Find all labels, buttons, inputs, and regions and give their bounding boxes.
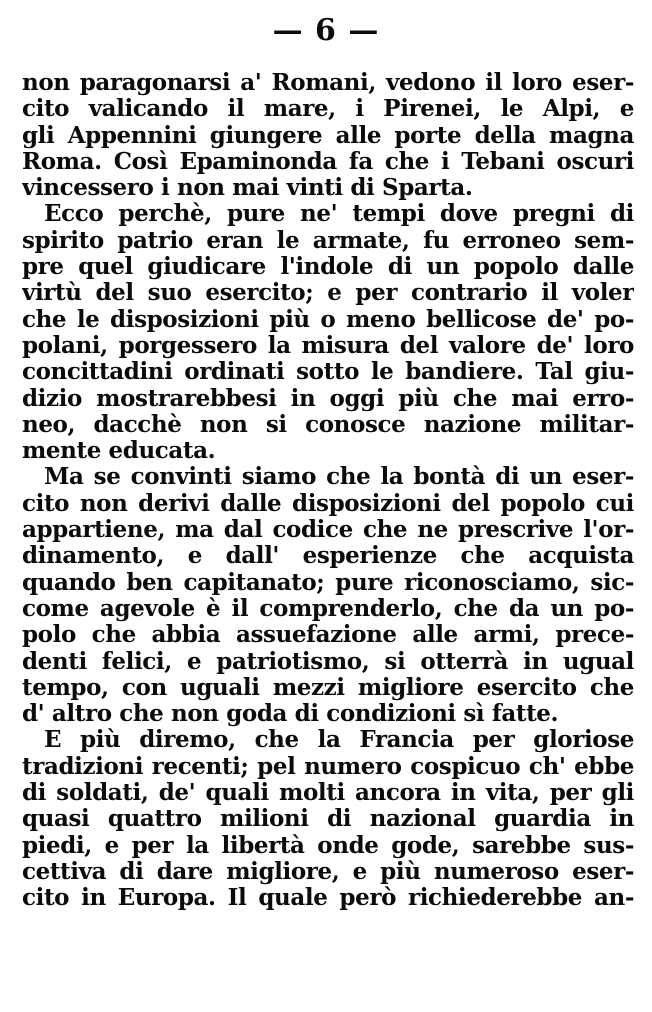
text-line: gli Appennini giungere alle porte della magna bbox=[22, 122, 634, 149]
text-line: cito in Europa. Il quale però richiederebbe an- bbox=[22, 885, 634, 912]
text-line: dinamento, e dall' esperienze che acquista bbox=[22, 543, 634, 570]
text-line: denti felici, e patriotismo, si otterrà in ugual bbox=[22, 648, 634, 675]
text-line: neo, dacchè non si conosce nazione militar- bbox=[22, 411, 634, 438]
text-line: virtù del suo esercito; e per contrario il voler bbox=[22, 280, 634, 307]
text-line: cito valicando il mare, i Pirenei, le Alpi, e bbox=[22, 96, 634, 123]
text-line: polani, porgessero la misura del valore de' loro bbox=[22, 332, 634, 359]
text-line: Roma. Così Epaminonda fa che i Tebani oscuri bbox=[22, 148, 634, 175]
paragraph-2 bbox=[22, 201, 634, 464]
body-text bbox=[22, 70, 634, 912]
text-line: concittadini ordinati sotto le bandiere. Tal giu- bbox=[22, 359, 634, 386]
text-line: non paragonarsi a' Romani, vedono il loro eser- bbox=[22, 70, 634, 96]
text-line: dizio mostrarebbesi in oggi più che mai erro- bbox=[22, 385, 634, 412]
text-line: cettiva di dare migliore, e più numeroso eser- bbox=[22, 858, 634, 885]
text-line: pre quel giudicare l'indole di un popolo dalle bbox=[22, 254, 634, 281]
text-line: tempo, con uguali mezzi migliore esercito che bbox=[22, 674, 634, 701]
text-line: quasi quattro milioni di nazional guardia in bbox=[22, 806, 634, 833]
text-line: appartiene, ma dal codice che ne prescrive l'or- bbox=[22, 517, 634, 544]
paragraph-4 bbox=[22, 727, 634, 911]
text-line: quando ben capitanato; pure riconosciamo, sic- bbox=[22, 569, 634, 596]
text-line: piedi, e per la libertà onde gode, sarebbe sus- bbox=[22, 832, 634, 859]
paragraph-3 bbox=[22, 464, 634, 727]
page-number: — 6 — bbox=[272, 13, 380, 48]
text-line: spirito patrio eran le armate, fu erroneo sem- bbox=[22, 227, 634, 254]
text-line: polo che abbia assuefazione alle armi, prece- bbox=[22, 622, 634, 649]
text-line: Ecco perchè, pure ne' tempi dove pregni di bbox=[44, 201, 634, 228]
text-line: vincessero i non mai vinti di Sparta. bbox=[22, 175, 473, 202]
text-line: di soldati, de' quali molti ancora in vita, per gli bbox=[22, 780, 634, 807]
paragraph-1 bbox=[22, 70, 634, 201]
text-line: Ma se convinti siamo che la bontà di un eser- bbox=[44, 464, 634, 491]
text-line: cito non derivi dalle disposizioni del popolo cui bbox=[22, 490, 634, 517]
text-line: come agevole è il comprenderlo, che da un po- bbox=[22, 595, 634, 622]
text-line: mente educata. bbox=[22, 438, 216, 465]
text-line: E più diremo, che la Francia per gloriose bbox=[44, 727, 634, 754]
text-line: che le disposizioni più o meno bellicose de' po- bbox=[22, 306, 634, 333]
text-line: tradizioni recenti; pel numero cospicuo ch' ebbe bbox=[22, 753, 634, 780]
text-line: d' altro che non goda di condizioni sì fatte. bbox=[22, 701, 559, 728]
